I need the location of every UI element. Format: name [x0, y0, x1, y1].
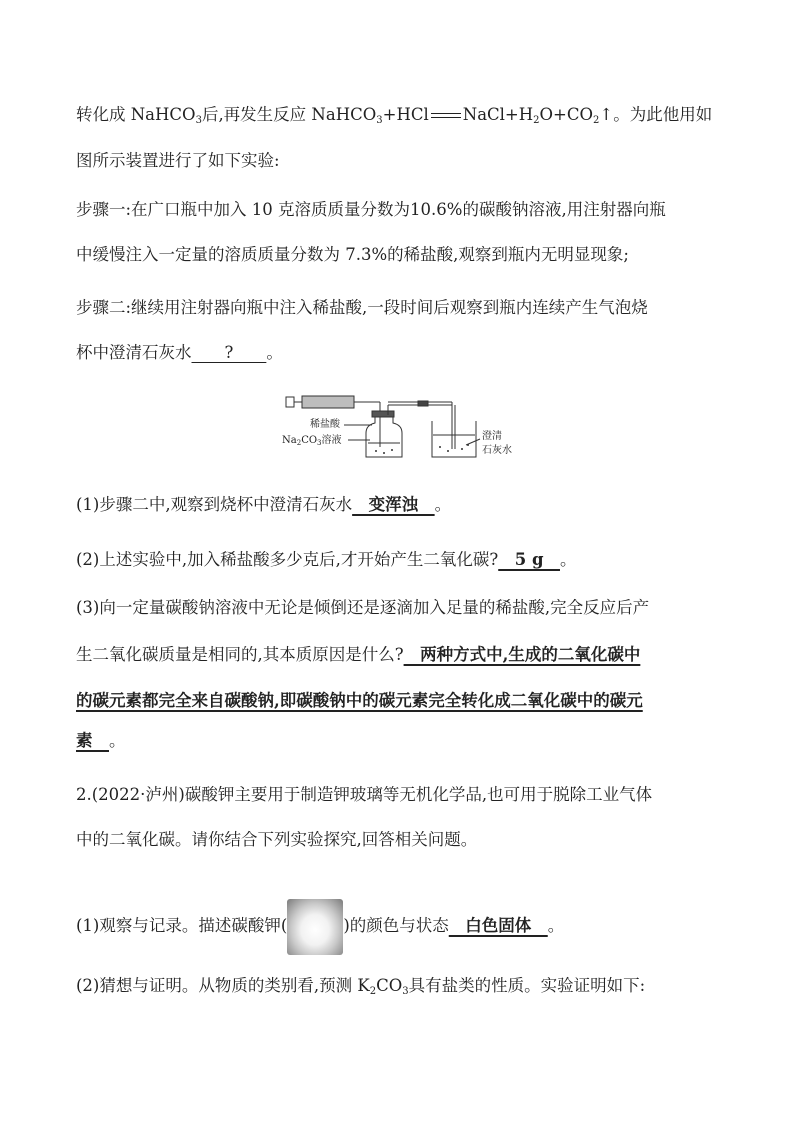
question-1: (1)步骤二中,观察到烧杯中澄清石灰水 变浑浊 。	[76, 495, 452, 514]
problem-2-question-2: (2)猜想与证明。从物质的类别看,预测 $K_2CO_3$具有盐类的性质。实验证明如下:	[76, 976, 646, 997]
wide-mouth-bottle	[366, 417, 402, 457]
label-na2co3-solution: $Na_2CO_3$溶液	[282, 435, 342, 447]
answer-p2-1: 白色固体	[448, 916, 548, 935]
label-dilute-hcl: 稀盐酸	[310, 419, 340, 430]
beaker	[432, 421, 476, 457]
answer-blank: ?	[191, 343, 267, 362]
bottle-stopper	[372, 411, 394, 417]
answer-3-part-3: 素	[76, 731, 109, 750]
answer-3-part-1: 两种方式中,生成的二氧化碳中	[403, 645, 641, 664]
question-3-line-2: 生二氧化碳质量是相同的,其本质原因是什么? 两种方式中,生成的二氧化碳中	[76, 645, 641, 664]
answer-2: 5 g	[498, 550, 560, 569]
rubber-connector	[418, 401, 428, 406]
answer-1: 变浑浊	[352, 495, 435, 514]
text-line-2: 图所示装置进行了如下实验:	[76, 151, 280, 170]
potassium-carbonate-powder-image	[287, 899, 343, 955]
step-two-line-1: 步骤二:继续用注射器向瓶中注入稀盐酸,一段时间后观察到瓶内连续产生气泡烧	[76, 298, 648, 317]
question-3-line-4: 素 。	[76, 731, 126, 750]
problem-2-line-1: 2.(2022·泸州)碳酸钾主要用于制造钾玻璃等无机化学品,也可用于脱除工业气体	[76, 785, 653, 804]
syringe-plunger	[286, 397, 294, 407]
step-two-line-2: 杯中澄清石灰水 ? 。	[76, 343, 283, 362]
equals-sign	[431, 113, 461, 118]
problem-2-line-2: 中的二氧化碳。请你结合下列实验探究,回答相关问题。	[76, 830, 478, 849]
question-3-line-1: (3)向一定量碳酸钠溶液中无论是倾倒还是逐滴加入足量的稀盐酸,完全反应后产	[76, 598, 650, 617]
syringe-barrel	[302, 396, 354, 408]
problem-2-question-1: (1)观察与记录。描述碳酸钾( )的颜色与状态 白色固体 。	[76, 898, 564, 955]
step-one-line-1: 步骤一:在广口瓶中加入 10 克溶质质量分数为10.6%的碳酸钠溶液,用注射器向瓶	[76, 200, 666, 219]
apparatus-figure	[280, 385, 530, 465]
answer-3-part-2: 的碳元素都完全来自碳酸钠,即碳酸钠中的碳元素完全转化成二氧化碳中的碳元	[76, 691, 643, 710]
step-one-line-2: 中缓慢注入一定量的溶质质量分数为 7.3%的稀盐酸,观察到瓶内无明显现象;	[76, 245, 629, 264]
label-limewater-1: 澄清	[482, 431, 502, 442]
question-2: (2)上述实验中,加入稀盐酸多少克后,才开始产生二氧化碳? 5 g 。	[76, 550, 577, 569]
text-line-1: 转化成 NaHCO$_3$后,再发生反应 NaHCO$_3$+HCl $NaCl+H_2O+CO_2↑$。为此他用如	[76, 105, 713, 126]
label-limewater-2: 石灰水	[482, 445, 512, 456]
